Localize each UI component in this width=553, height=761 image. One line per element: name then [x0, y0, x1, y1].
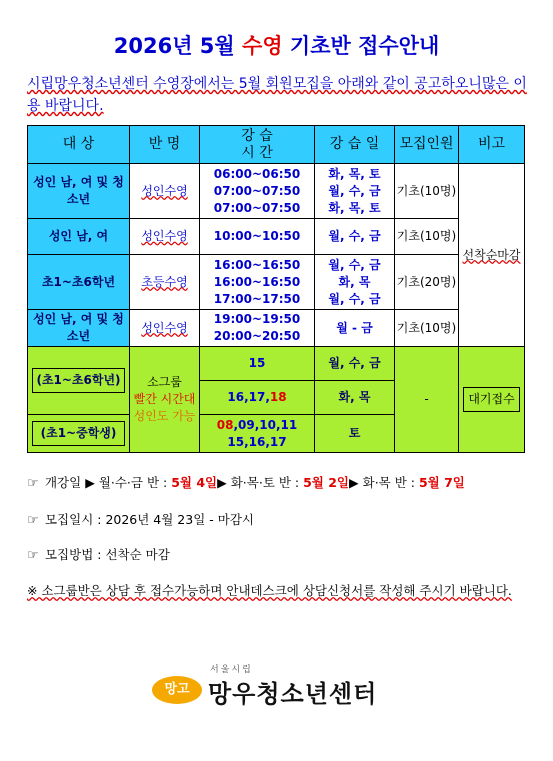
logo-badge: 망고: [152, 676, 202, 704]
table-row: [28, 310, 525, 347]
row-target: 성인 남, 여 및 청소년: [28, 310, 130, 347]
row-class: 성인수영: [130, 310, 200, 347]
group-target-elementary: (초1~초6학년): [28, 347, 130, 415]
group-session-days: 화, 목: [315, 381, 395, 415]
group-class: 소그룹 빨간 시간대 성인도 가능: [130, 347, 200, 453]
group-session-days: 월, 수, 금: [315, 347, 395, 381]
recruit-method-line: ☞ 모집방법 : 선착순 마감: [27, 547, 170, 563]
row-limit: 기초(10명): [395, 310, 459, 347]
row-days: 화, 목, 토 월, 수, 금 화, 목, 토: [315, 164, 395, 219]
notice-text: ※ 소그룹반은 상담 후 접수가능하며 안내데스크에 상담신청서를 작성해 주시기 바랍니다.: [27, 583, 512, 598]
table-row: [28, 164, 525, 219]
group-limit: -: [395, 347, 459, 453]
row-limit: 기초(10명): [395, 164, 459, 219]
table-header-row: [28, 126, 525, 164]
title-swim: 수영: [242, 34, 290, 58]
row-times: 06:00~06:50 07:00~07:50 07:00~07:50: [200, 164, 315, 219]
row-days: 월 - 금: [315, 310, 395, 347]
header-note: 비고: [459, 126, 525, 164]
recruit-date-line: ☞ 모집일시 : 2026년 4월 23일 - 마감시: [27, 512, 254, 528]
table-row-group: [28, 347, 525, 381]
row-limit: 기초(20명): [395, 255, 459, 310]
triangle-right-icon: ▶: [85, 475, 95, 490]
hand-pointer-icon: ☞: [27, 548, 39, 563]
header-class: 반 명: [130, 126, 200, 164]
group-session: 15: [200, 347, 315, 381]
row-times: 16:00~16:50 16:00~16:50 17:00~17:50: [200, 255, 315, 310]
row-class: 성인수영: [130, 164, 200, 219]
start-date-line: ☞ 개강일 ▶ 월·수·금 반 : 5월 4일▶ 화·목·토 반 : 5월 2일▶ 화·목 반 : 5월 7일: [27, 475, 465, 491]
title-year-month: 2026년 5월: [113, 34, 243, 58]
row-times: 10:00~10:50: [200, 219, 315, 255]
first-come-note: 선착순마감: [459, 164, 525, 347]
hand-pointer-icon: ☞: [27, 513, 39, 528]
group-session: 08,09,10,11 15,16,17: [200, 415, 315, 453]
row-target: 성인 남, 여: [28, 219, 130, 255]
header-days: 강 습 일: [315, 126, 395, 164]
header-limit: 모집인원: [395, 126, 459, 164]
logo-name: 망우청소년센터: [208, 680, 378, 708]
table-row: [28, 219, 525, 255]
header-target: 대 상: [28, 126, 130, 164]
page-title: [0, 30, 553, 60]
triangle-right-icon: ▶: [217, 475, 227, 490]
group-session: 16,17,18: [200, 381, 315, 415]
hand-pointer-icon: ☞: [27, 476, 39, 491]
group-target-middle: (초1~중학생): [28, 415, 130, 453]
row-target: 성인 남, 여 및 청소년: [28, 164, 130, 219]
header-time: 강 습 시 간: [200, 126, 315, 164]
title-rest: 기초반 접수안내: [289, 34, 440, 58]
row-target: 초1~초6학년: [28, 255, 130, 310]
table-row: [28, 255, 525, 310]
group-session-days: 토: [315, 415, 395, 453]
row-class: 성인수영: [130, 219, 200, 255]
group-note: 대기접수: [459, 347, 525, 453]
row-limit: 기초(10명): [395, 219, 459, 255]
logo-subtitle: 서울시립: [210, 665, 253, 675]
row-class: 초등수영: [130, 255, 200, 310]
row-times: 19:00~19:50 20:00~20:50: [200, 310, 315, 347]
center-logo: [152, 662, 412, 710]
row-days: 월, 수, 금 화, 목 월, 수, 금: [315, 255, 395, 310]
intro-text: 시립망우청소년센터 수영장에서는 5월 회원모집을 아래와 같이 공고하오니많은 이용 바랍니다.: [27, 76, 527, 114]
triangle-right-icon: ▶: [349, 475, 359, 490]
row-days: 월, 수, 금: [315, 219, 395, 255]
schedule-table: [27, 125, 525, 453]
